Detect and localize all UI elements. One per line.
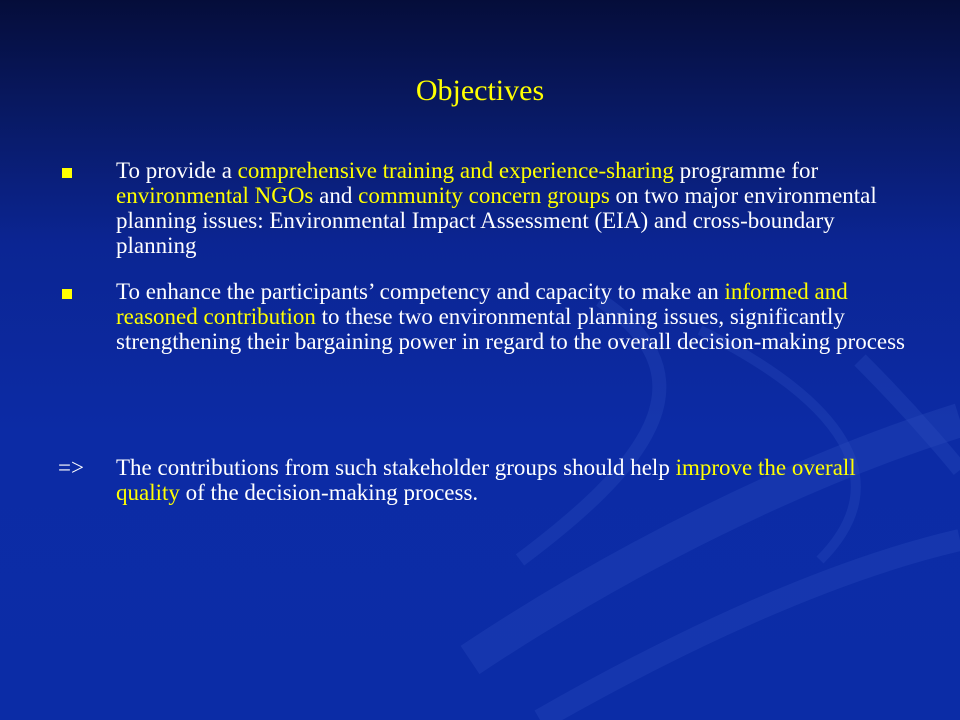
text-run: The contributions from such stakeholder groups should help — [116, 455, 676, 480]
highlighted-text: comprehensive training and experience-sharing — [237, 158, 674, 183]
highlighted-text: improve the overall quality — [116, 455, 856, 505]
objective-text — [116, 279, 905, 354]
text-run: programme for — [673, 158, 819, 183]
highlighted-text: community concern groups — [358, 183, 610, 208]
objectives-list — [58, 158, 918, 354]
arrow-marker: => — [58, 455, 84, 480]
objective-item — [58, 158, 918, 258]
text-run: To enhance the participants’ competency and capacity to make an — [116, 279, 725, 304]
conclusion-text — [116, 455, 856, 505]
highlighted-text: environmental NGOs — [116, 183, 314, 208]
highlighted-text: informed and reasoned contribution — [116, 279, 848, 329]
text-run: on two major environmental planning issues: Environmental Impact Assessment (EIA) and cross-boundary planning — [116, 183, 877, 258]
text-run: and — [313, 183, 359, 208]
objective-text — [116, 158, 877, 258]
conclusion-item — [58, 455, 918, 505]
square-bullet-icon — [58, 279, 72, 304]
conclusion — [58, 455, 918, 505]
slide-title: Objectives — [415, 74, 545, 107]
text-run: to these two environmental planning issues, significantly strengthening their bargaining power in regard to the overall decision-making process — [116, 304, 906, 354]
text-run: of the decision-making process. — [179, 480, 479, 505]
objective-item — [58, 279, 918, 354]
text-run: To provide a — [116, 158, 238, 183]
square-bullet-icon — [58, 158, 72, 183]
